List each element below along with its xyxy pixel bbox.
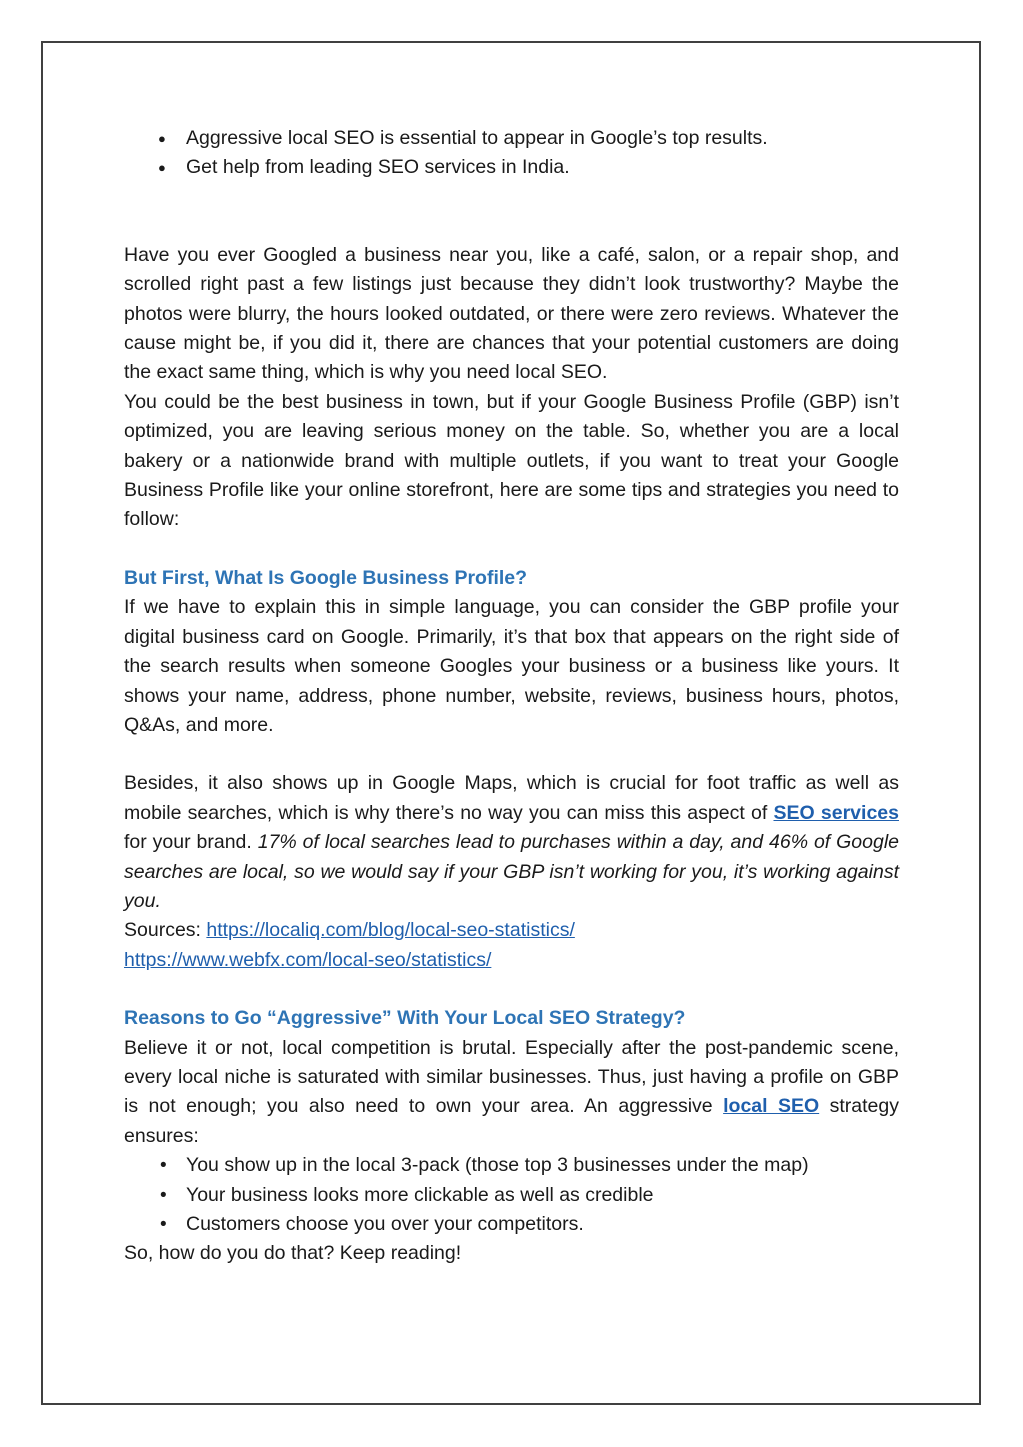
list-item: ● Get help from leading SEO services in India.: [158, 153, 899, 182]
list-item: • Customers choose you over your competitors.: [158, 1210, 899, 1239]
section-heading-gbp: But First, What Is Google Business Profile?: [124, 566, 528, 589]
paragraph-text: for your brand.: [124, 831, 258, 854]
list-item: ● Aggressive local SEO is essential to appear in Google’s top results.: [158, 124, 899, 153]
intro-paragraph-2: You could be the best business in town, but if your Google Business Profile (GBP) isn’t optimized, you are leaving serious money on the table. So, whether you are a local bakery or a nationwide brand with multiple outlets, if you want to treat your Google Business Profile like your online storefront, here are some tips and strategies you need to follow:: [124, 390, 899, 531]
list-item: • You show up in the local 3-pack (those top 3 businesses under the map): [158, 1151, 899, 1180]
gbp-paragraph: If we have to explain this in simple language, you can consider the GBP profile your digital business card on Google. Primarily, it’s that box that appears on the right side of the search results when someone Googles your business or a business like yours. It shows your name, address, phone number, website, reviews, business hours, photos, Q&As, and more.: [124, 596, 899, 736]
closing-line: So, how do you do that? Keep reading!: [124, 1242, 462, 1265]
reasons-paragraph: [124, 1034, 899, 1152]
source-link-webfx[interactable]: https://www.webfx.com/local-seo/statistics/: [124, 948, 492, 971]
local-seo-link[interactable]: local SEO: [723, 1095, 820, 1118]
sources-line: [124, 916, 899, 975]
document-body: [124, 124, 899, 1269]
seo-services-link[interactable]: SEO services: [773, 801, 899, 824]
paragraph-text: Believe it or not, local competition is brutal. Especially after the post-pandemic scene, every local niche is saturated with similar businesses. Thus, just having a profile on GBP is not enough; you also need to own your area. An aggressive: [124, 1036, 899, 1118]
intro-bullet-list: [158, 124, 899, 183]
reasons-bullet-list: [158, 1151, 899, 1239]
paragraph-text: strategy ensures:: [124, 1095, 899, 1147]
gbp-maps-paragraph: [124, 769, 899, 916]
list-item: • Your business looks more clickable as well as credible: [158, 1181, 899, 1210]
source-link-localiq[interactable]: https://localiq.com/blog/local-seo-statistics/: [206, 919, 575, 942]
paragraph-text: Besides, it also shows up in Google Maps, which is crucial for foot traffic as well as mobile searches, which is why there’s no way you can miss this aspect of: [124, 772, 899, 824]
statistics-italic-text: 17% of local searches lead to purchases within a day, and 46% of Google searches are local, so we would say if your GBP isn’t working for you, it’s working against you.: [124, 831, 899, 912]
section-heading-reasons: Reasons to Go “Aggressive” With Your Local SEO Strategy?: [124, 1007, 686, 1030]
intro-paragraph: Have you ever Googled a business near you, like a café, salon, or a repair shop, and scrolled right past a few listings just because they didn’t look trustworthy? Maybe the photos were blurry, the hours looked outdated, or there were zero reviews. Whatever the cause might be, if you did it, there are chances that your potential customers are doing the exact same thing, which is why you need local SEO.: [124, 243, 899, 384]
sources-label: Sources:: [124, 919, 207, 942]
